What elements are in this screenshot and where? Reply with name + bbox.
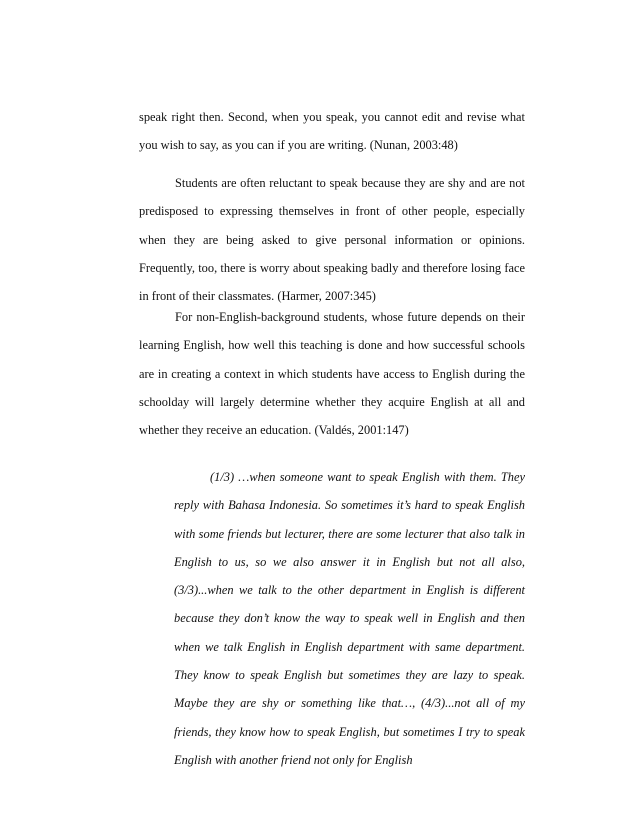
- paragraph-text: For non-English-background students, whose future depends on their learning English, how well this teaching is done and how successful schools are in creating a context in which students have access to English during the schoolday will largely determine whether they acquire English at all and whether they receive an education. (Valdés, 2001:147): [139, 310, 525, 438]
- paragraph-nunan-quote: [139, 103, 525, 160]
- paragraph-text: Students are often reluctant to speak because they are shy and are not predisposed to expressing themselves in front of other people, especially when they are being asked to give personal information or opinions. Frequently, too, there is worry about speaking badly and therefore losing face in front of their classmates. (Harmer, 2007:345): [139, 176, 525, 304]
- paragraph-text: speak right then. Second, when you speak, you cannot edit and revise what you wish to say, as you can if you are writing. (Nunan, 2003:48): [139, 110, 525, 153]
- paragraph-harmer-quote: [139, 169, 525, 310]
- interview-excerpt: [174, 463, 525, 774]
- paragraph-valdes-quote: [139, 303, 525, 444]
- interview-excerpt-text: (1/3) …when someone want to speak English with them. They reply with Bahasa Indonesia. So sometimes it’s hard to speak English with some friends but lecturer, there are some lecturer that also talk in English to us, so we also answer it in English but not all also, (3/3)...when we talk to the other department in English is different because they don’t know the way to speak well in English and then when we talk English in English department with same department. They know to speak English but sometimes they are lazy to speak. Maybe they are shy or something like that…, (4/3)...not all of my friends, they know how to speak English, but sometimes I try to speak English with another friend not only for English: [174, 470, 525, 767]
